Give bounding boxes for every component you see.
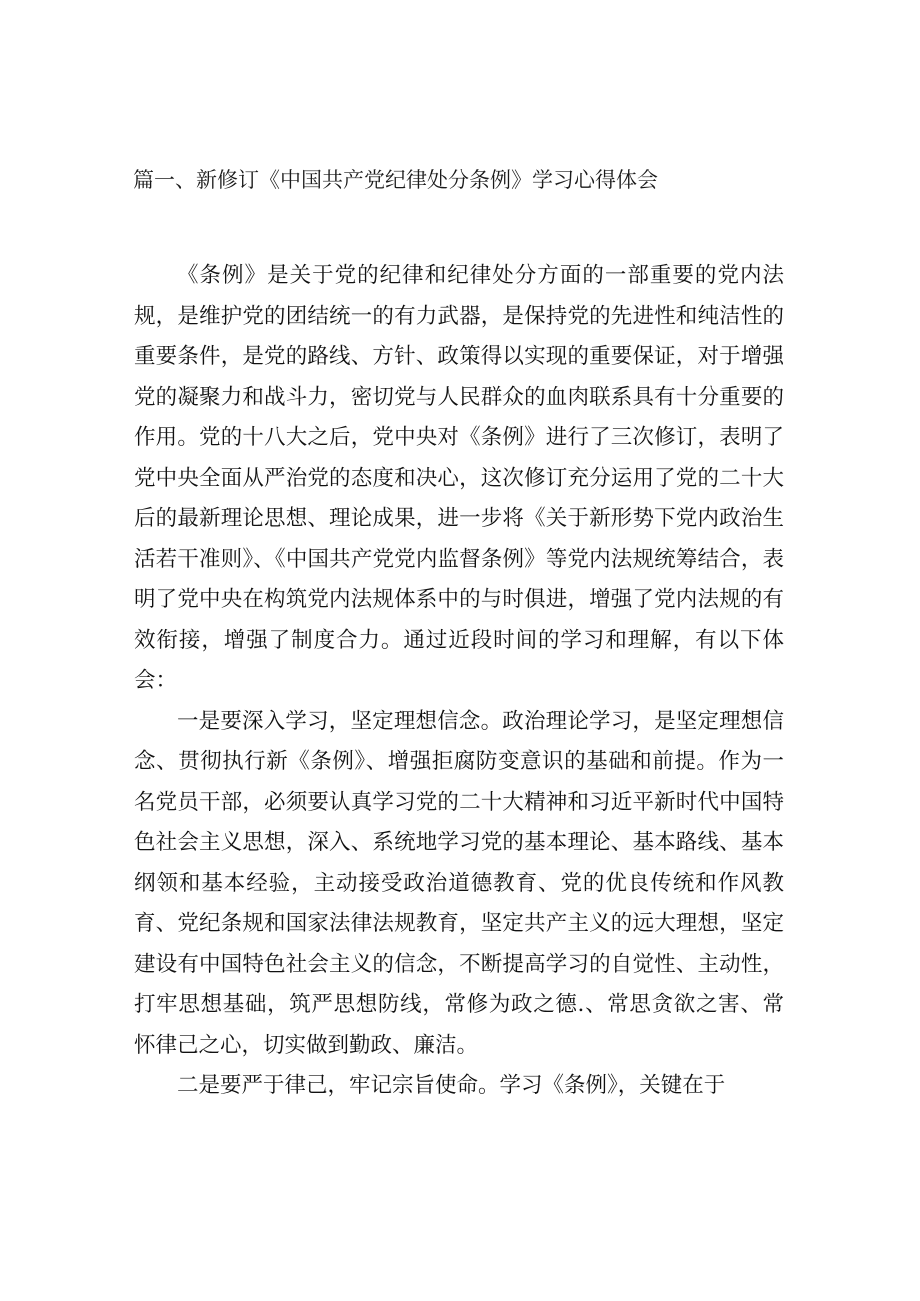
paragraph-point-one: 一是要深入学习，坚定理想信念。政治理论学习，是坚定理想信念、贯彻执行新《条例》、增强拒腐防变意识的基础和前提。作为一名党员干部，必须要认真学习党的二十大精神和习近平新时代中国特色社会主义思想，深入、系统地学习党的基本理论、基本路线、基本纲领和基本经验，主动接受政治道德教育、党的优良传统和作风教育、党纪条规和国家法律法规教育，坚定共产主义的远大理想，坚定建设有中国特色社会主义的信念，不断提高学习的自觉性、主动性，打牢思想基础，筑严思想防线，常修为政之德.、常思贪欲之害、常怀律己之心，切实做到勤政、廉洁。 [134, 708, 784, 1058]
paragraph-intro: 《条例》是关于党的纪律和纪律处分方面的一部重要的党内法规，是维护党的团结统一的有力武器，是保持党的先进性和纯洁性的重要条件，是党的路线、方针、政策得以实现的重要保证，对于增强党的凝聚力和战斗力，密切党与人民群众的血肉联系具有十分重要的作用。党的十八大之后，党中央对《条例》进行了三次修订，表明了党中央全面从严治党的态度和决心，这次修订充分运用了党的二十大后的最新理论思想、理论成果，进一步将《关于新形势下党内政治生活若干准则》、《中国共产党党内监督条例》等党内法规统筹结合，表明了党中央在构筑党内法规体系中的与时俱进，增强了党内法规的有效衔接，增强了制度合力。通过近段时间的学习和理解，有以下体会： [134, 263, 784, 693]
document-title: 篇一、新修订《中国共产党纪律处分条例》学习心得体会 [133, 168, 658, 192]
paragraph-point-two: 二是要严于律己，牢记宗旨使命。学习《条例》，关键在于 [177, 1073, 726, 1098]
document-body [134, 256, 784, 1107]
